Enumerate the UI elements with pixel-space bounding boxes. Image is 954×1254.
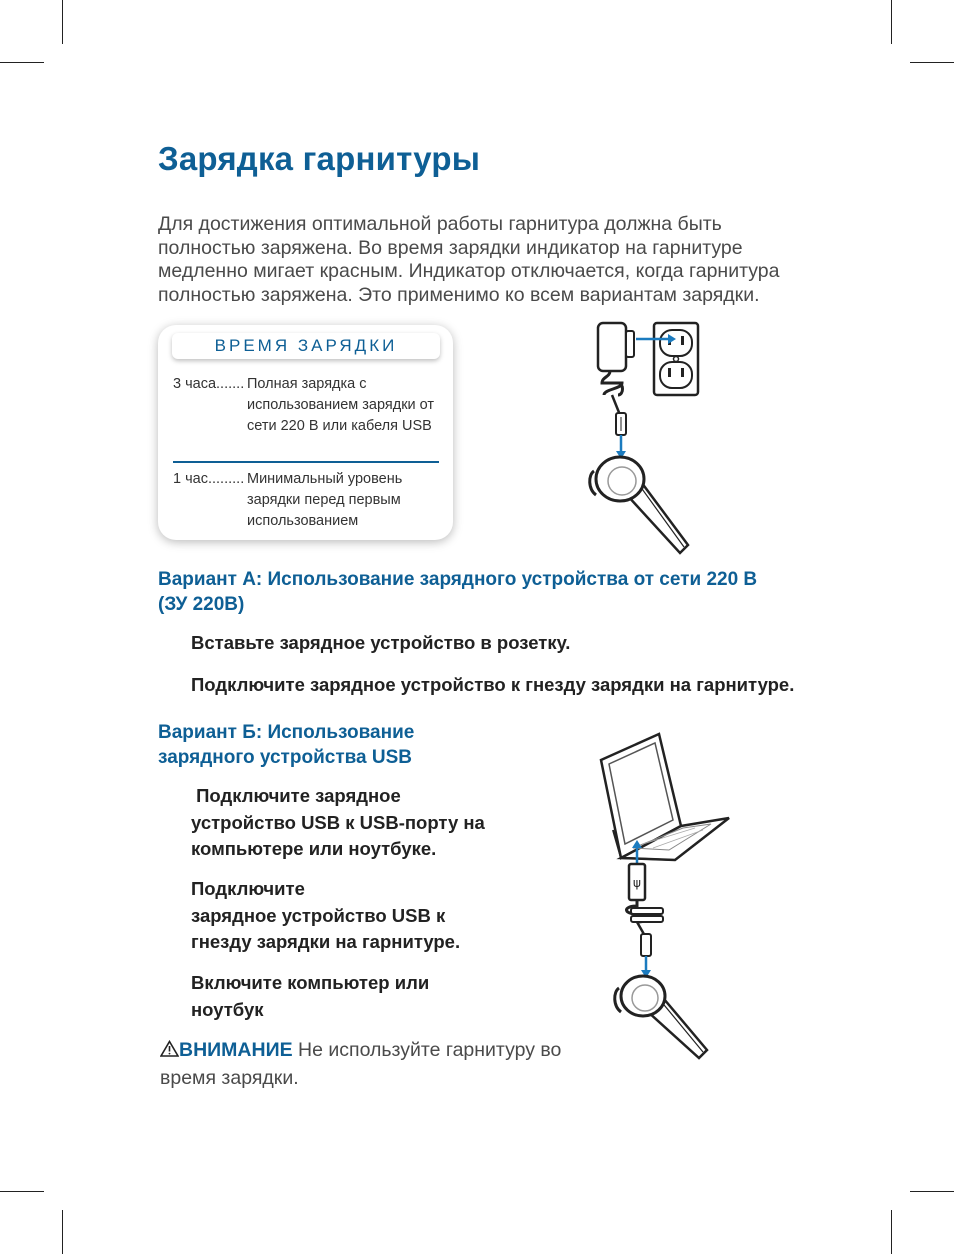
crop-mark xyxy=(62,1210,63,1254)
step-text: ноутбук xyxy=(191,998,264,1020)
step-text: Подключите xyxy=(191,878,305,899)
crop-mark xyxy=(0,62,44,63)
variant-a-step-2 xyxy=(191,672,794,699)
step-text: компьютере или ноутбуке. xyxy=(191,838,437,859)
step-text: гнезду зарядки на гарнитуре. xyxy=(191,931,461,952)
step-text: зарядное устройство USB к xyxy=(191,904,446,926)
variant-a-title-line: Вариант А: Использование зарядного устройства от сети 220 В xyxy=(158,569,758,590)
headset-icon xyxy=(615,976,707,1058)
wall-charger-icon xyxy=(598,323,634,435)
step-text: Включите компьютер или xyxy=(191,972,430,993)
intro-line: Для достижения оптимальной работы гарнитура должна быть xyxy=(158,213,722,235)
crop-mark xyxy=(891,1210,892,1254)
charging-time-duration: 1 час......... xyxy=(173,471,245,487)
variant-a-step-1 xyxy=(191,630,570,657)
charging-time-divider xyxy=(173,461,439,463)
laptop-icon xyxy=(601,734,729,860)
warning-label: ВНИМАНИЕ xyxy=(179,1039,293,1061)
charging-time-description: Полная зарядка с использованием зарядки от сети 220 В или кабеля USB xyxy=(247,376,435,434)
variant-b-title-line: Вариант Б: Использование xyxy=(158,722,415,743)
intro-paragraph xyxy=(158,213,818,307)
variant-b-title-line: зарядного устройства USB xyxy=(158,747,413,768)
charging-time-description: Минимальный уровень зарядки перед первым использованием xyxy=(247,471,403,529)
charging-time-header: ВРЕМЯ ЗАРЯДКИ xyxy=(172,333,440,359)
wall-charger-illustration xyxy=(580,315,720,560)
charging-time-duration: 3 часа....... xyxy=(173,376,245,392)
intro-line: медленно мигает красным. Индикатор отключается, когда гарнитура xyxy=(158,260,780,282)
intro-line: полностью заряжена. Во время зарядки индикатор на гарнитуре xyxy=(158,236,743,259)
power-outlet-icon xyxy=(654,323,698,395)
variant-b-step-2 xyxy=(191,876,460,956)
step-text: Подключите зарядное устройство к гнезду зарядки на гарнитуре. xyxy=(191,674,795,695)
svg-text:ψ: ψ xyxy=(633,876,641,890)
step-text: устройство USB к USB-порту на xyxy=(191,811,485,833)
charging-time-box xyxy=(158,325,453,540)
step-text: Вставьте зарядное устройство в розетку. xyxy=(191,632,571,653)
crop-mark xyxy=(891,0,892,44)
page-title: Зарядка гарнитуры xyxy=(158,140,481,177)
crop-mark xyxy=(910,1191,954,1192)
variant-b-step-1 xyxy=(191,783,485,863)
variant-a-title xyxy=(158,567,757,617)
crop-mark xyxy=(62,0,63,44)
headset-icon xyxy=(590,457,688,553)
warning-triangle-icon xyxy=(160,1040,179,1057)
variant-a-title-line: (ЗУ 220В) xyxy=(158,594,245,615)
step-text: Подключите зарядное xyxy=(191,785,401,806)
warning-note xyxy=(160,1036,580,1092)
crop-mark xyxy=(0,1191,44,1192)
intro-line: полностью заряжена. Это применимо ко всем вариантам зарядки. xyxy=(158,283,760,306)
variant-b-step-3 xyxy=(191,970,429,1023)
usb-charger-illustration xyxy=(595,730,735,1060)
crop-mark xyxy=(910,62,954,63)
variant-b-title xyxy=(158,720,414,770)
warning-text: Не используйте гарнитуру во время зарядки. xyxy=(160,1039,562,1089)
usb-plug-icon xyxy=(627,864,664,956)
